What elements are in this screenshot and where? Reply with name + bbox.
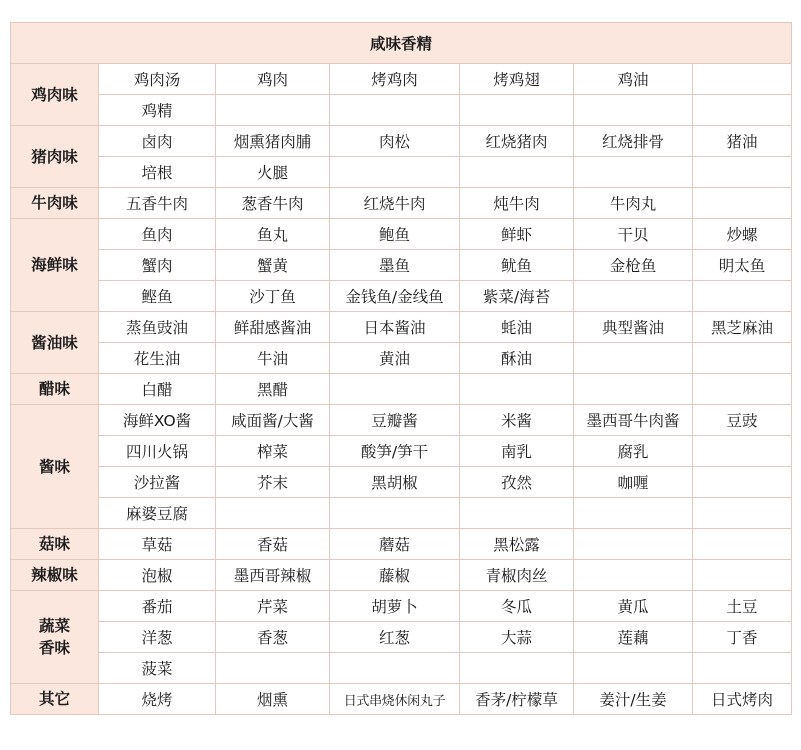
table-row xyxy=(11,560,792,591)
flavor-item: 黄油 xyxy=(330,343,460,374)
table-row xyxy=(11,250,792,281)
flavor-item: 海鲜XO酱 xyxy=(99,405,216,436)
flavor-item: 鸡油 xyxy=(574,64,693,95)
flavor-item xyxy=(693,560,792,591)
table-row xyxy=(11,529,792,560)
flavor-item xyxy=(693,374,792,405)
flavor-item: 猪油 xyxy=(693,126,792,157)
table-row xyxy=(11,64,792,95)
flavor-item: 五香牛肉 xyxy=(99,188,216,219)
flavor-item: 墨西哥辣椒 xyxy=(216,560,330,591)
flavor-item: 明太鱼 xyxy=(693,250,792,281)
flavor-item: 香茅/柠檬草 xyxy=(460,684,574,715)
flavor-item xyxy=(330,374,460,405)
flavor-item: 花生油 xyxy=(99,343,216,374)
flavor-item: 白醋 xyxy=(99,374,216,405)
flavor-item xyxy=(693,498,792,529)
flavor-item: 大蒜 xyxy=(460,622,574,653)
flavor-item: 烧烤 xyxy=(99,684,216,715)
flavor-item: 南乳 xyxy=(460,436,574,467)
flavor-item xyxy=(574,157,693,188)
flavor-item: 黄瓜 xyxy=(574,591,693,622)
flavor-item: 红烧排骨 xyxy=(574,126,693,157)
flavor-item xyxy=(574,343,693,374)
flavor-item xyxy=(574,95,693,126)
table-row xyxy=(11,281,792,312)
flavor-item: 鸡肉汤 xyxy=(99,64,216,95)
flavor-item: 蟹黄 xyxy=(216,250,330,281)
table-row xyxy=(11,622,792,653)
flavor-item xyxy=(574,374,693,405)
flavor-item: 姜汁/生姜 xyxy=(574,684,693,715)
flavor-item: 鱿鱼 xyxy=(460,250,574,281)
flavor-item xyxy=(574,653,693,684)
flavor-item: 日式烤肉 xyxy=(693,684,792,715)
flavor-item: 芥末 xyxy=(216,467,330,498)
flavor-item xyxy=(693,64,792,95)
flavor-item: 蟹肉 xyxy=(99,250,216,281)
flavor-item: 炖牛肉 xyxy=(460,188,574,219)
flavor-item: 炒螺 xyxy=(693,219,792,250)
flavor-table-container xyxy=(10,22,791,715)
category-label: 其它 xyxy=(11,684,99,715)
flavor-item: 鲜甜感酱油 xyxy=(216,312,330,343)
flavor-item: 蒸鱼豉油 xyxy=(99,312,216,343)
category-label: 牛肉味 xyxy=(11,188,99,219)
flavor-item: 墨西哥牛肉酱 xyxy=(574,405,693,436)
flavor-item: 青椒肉丝 xyxy=(460,560,574,591)
flavor-item: 腐乳 xyxy=(574,436,693,467)
category-label: 醋味 xyxy=(11,374,99,405)
table-row xyxy=(11,405,792,436)
flavor-item: 金钱鱼/金线鱼 xyxy=(330,281,460,312)
flavor-item xyxy=(460,498,574,529)
table-row xyxy=(11,436,792,467)
flavor-item: 草菇 xyxy=(99,529,216,560)
table-row xyxy=(11,343,792,374)
flavor-item: 咸面酱/大酱 xyxy=(216,405,330,436)
flavor-item: 烤鸡翅 xyxy=(460,64,574,95)
flavor-item xyxy=(693,95,792,126)
flavor-item: 蘑菇 xyxy=(330,529,460,560)
flavor-item: 豆豉 xyxy=(693,405,792,436)
flavor-item xyxy=(460,374,574,405)
flavor-item: 鸡精 xyxy=(99,95,216,126)
table-row xyxy=(11,591,792,622)
flavor-item: 洋葱 xyxy=(99,622,216,653)
flavor-item: 鲣鱼 xyxy=(99,281,216,312)
category-label: 猪肉味 xyxy=(11,126,99,188)
flavor-item xyxy=(330,498,460,529)
table-row xyxy=(11,126,792,157)
flavor-item: 米酱 xyxy=(460,405,574,436)
flavor-item: 鱼丸 xyxy=(216,219,330,250)
category-label: 辣椒味 xyxy=(11,560,99,591)
flavor-item: 紫菜/海苔 xyxy=(460,281,574,312)
flavor-item: 葱香牛肉 xyxy=(216,188,330,219)
flavor-item: 冬瓜 xyxy=(460,591,574,622)
flavor-item: 丁香 xyxy=(693,622,792,653)
flavor-item: 黑松露 xyxy=(460,529,574,560)
flavor-item xyxy=(693,467,792,498)
flavor-item: 麻婆豆腐 xyxy=(99,498,216,529)
flavor-item: 墨鱼 xyxy=(330,250,460,281)
flavor-item xyxy=(574,560,693,591)
flavor-item: 藤椒 xyxy=(330,560,460,591)
flavor-item: 黑醋 xyxy=(216,374,330,405)
flavor-item xyxy=(460,157,574,188)
flavor-item: 火腿 xyxy=(216,157,330,188)
flavor-item: 四川火锅 xyxy=(99,436,216,467)
flavor-item: 培根 xyxy=(99,157,216,188)
flavor-item: 蚝油 xyxy=(460,312,574,343)
flavor-item: 烟熏 xyxy=(216,684,330,715)
flavor-item: 干贝 xyxy=(574,219,693,250)
flavor-item: 烤鸡肉 xyxy=(330,64,460,95)
flavor-item: 榨菜 xyxy=(216,436,330,467)
category-label: 海鲜味 xyxy=(11,219,99,312)
flavor-item: 红烧猪肉 xyxy=(460,126,574,157)
flavor-item: 胡萝卜 xyxy=(330,591,460,622)
flavor-item: 鱼肉 xyxy=(99,219,216,250)
table-row xyxy=(11,498,792,529)
flavor-item: 金枪鱼 xyxy=(574,250,693,281)
flavor-item xyxy=(693,157,792,188)
table-row xyxy=(11,653,792,684)
flavor-item: 黑胡椒 xyxy=(330,467,460,498)
table-row xyxy=(11,467,792,498)
category-label: 蔬菜 香味 xyxy=(11,591,99,684)
flavor-item xyxy=(216,498,330,529)
flavor-item: 典型酱油 xyxy=(574,312,693,343)
flavor-item: 香葱 xyxy=(216,622,330,653)
flavor-item: 沙拉酱 xyxy=(99,467,216,498)
flavor-item xyxy=(460,653,574,684)
flavor-item xyxy=(574,281,693,312)
flavor-item: 黑芝麻油 xyxy=(693,312,792,343)
flavor-item: 泡椒 xyxy=(99,560,216,591)
flavor-item xyxy=(216,95,330,126)
flavor-item: 鲜虾 xyxy=(460,219,574,250)
table-title: 咸味香精 xyxy=(11,23,792,64)
flavor-item: 菠菜 xyxy=(99,653,216,684)
flavor-item: 芹菜 xyxy=(216,591,330,622)
flavor-item xyxy=(693,436,792,467)
flavor-item: 香菇 xyxy=(216,529,330,560)
flavor-item xyxy=(574,498,693,529)
flavor-item: 肉松 xyxy=(330,126,460,157)
flavor-item: 烟熏猪肉脯 xyxy=(216,126,330,157)
flavor-item xyxy=(693,529,792,560)
flavor-item: 酥油 xyxy=(460,343,574,374)
table-row xyxy=(11,219,792,250)
flavor-item: 红烧牛肉 xyxy=(330,188,460,219)
flavor-item xyxy=(330,653,460,684)
category-label: 鸡肉味 xyxy=(11,64,99,126)
flavor-item: 日本酱油 xyxy=(330,312,460,343)
flavor-item: 酸笋/笋干 xyxy=(330,436,460,467)
table-row xyxy=(11,312,792,343)
flavor-item: 土豆 xyxy=(693,591,792,622)
table-row xyxy=(11,188,792,219)
flavor-item xyxy=(460,95,574,126)
flavor-item: 鲍鱼 xyxy=(330,219,460,250)
category-label: 菇味 xyxy=(11,529,99,560)
flavor-item: 番茄 xyxy=(99,591,216,622)
flavor-item xyxy=(693,188,792,219)
flavor-table xyxy=(10,22,792,715)
flavor-item: 日式串烧休闲丸子 xyxy=(330,684,460,715)
flavor-item: 孜然 xyxy=(460,467,574,498)
table-row xyxy=(11,684,792,715)
table-row xyxy=(11,95,792,126)
flavor-item xyxy=(330,157,460,188)
flavor-item: 咖喱 xyxy=(574,467,693,498)
flavor-item: 鸡肉 xyxy=(216,64,330,95)
flavor-item: 红葱 xyxy=(330,622,460,653)
flavor-item xyxy=(693,343,792,374)
table-row xyxy=(11,374,792,405)
flavor-item: 豆瓣酱 xyxy=(330,405,460,436)
category-label: 酱油味 xyxy=(11,312,99,374)
flavor-item xyxy=(693,281,792,312)
flavor-item xyxy=(216,653,330,684)
flavor-item: 卤肉 xyxy=(99,126,216,157)
flavor-item: 沙丁鱼 xyxy=(216,281,330,312)
flavor-item xyxy=(574,529,693,560)
flavor-item: 牛油 xyxy=(216,343,330,374)
flavor-item: 莲藕 xyxy=(574,622,693,653)
flavor-item: 牛肉丸 xyxy=(574,188,693,219)
flavor-item xyxy=(330,95,460,126)
category-label: 酱味 xyxy=(11,405,99,529)
flavor-item xyxy=(693,653,792,684)
table-row xyxy=(11,157,792,188)
